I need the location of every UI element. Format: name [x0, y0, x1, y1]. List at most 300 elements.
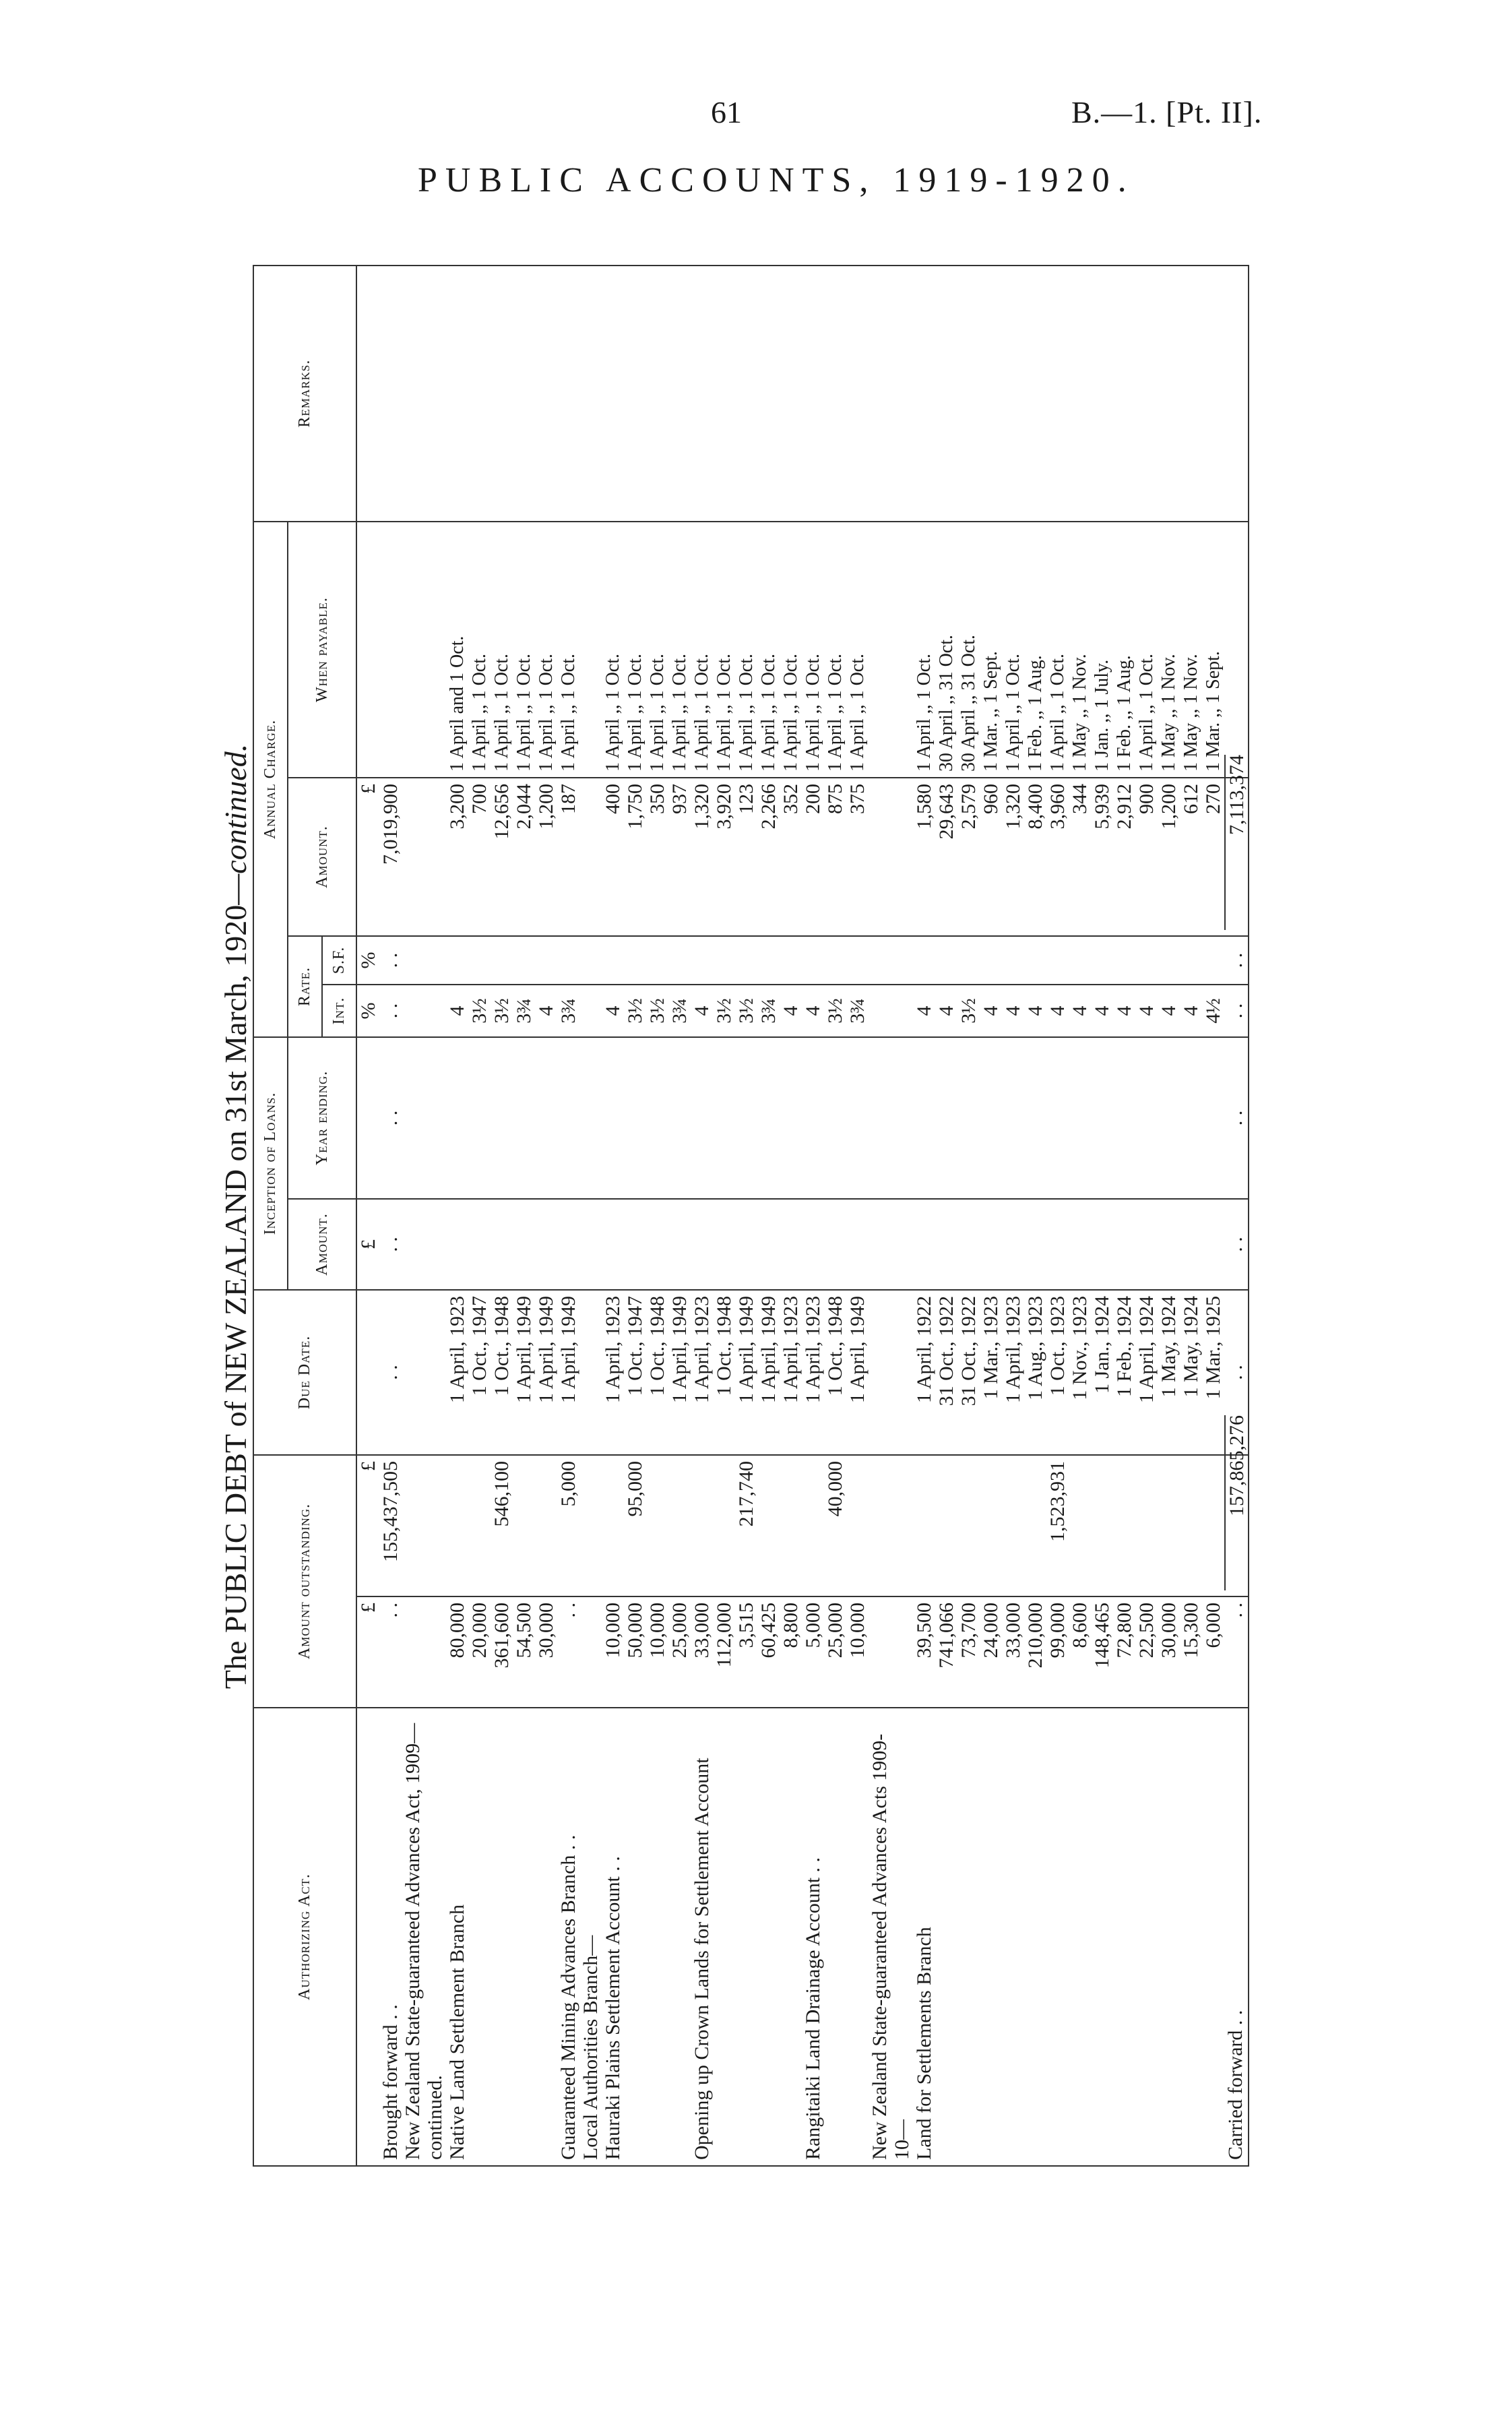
carried-forward-charge-cell: [1224, 754, 1249, 936]
when-payable-cell: [802, 522, 869, 778]
dots: . .: [1224, 985, 1249, 1037]
table-value-due: 1 April, 1922: [913, 1296, 935, 1404]
table-value-amt: 22,500: [1135, 1603, 1158, 1658]
table-value-int: 3¾: [513, 998, 535, 1024]
table-value-int: 4: [980, 1005, 1002, 1016]
rate-interest-cell: [557, 985, 579, 1037]
table-value-amt: 10,000: [602, 1603, 624, 1658]
table-value-ac: 352: [780, 783, 802, 814]
rate-sf-cell: [802, 936, 869, 985]
col-annual-charge: Annual Charge.: [253, 522, 288, 1037]
table-value-due: 1 April, 1924: [1135, 1296, 1158, 1404]
table-value-amt: 72,800: [1113, 1603, 1135, 1658]
dots: . .: [1224, 1596, 1249, 1708]
authorizing-act-cell: [802, 1708, 869, 2166]
dots: . .: [379, 1290, 402, 1455]
dots: . .: [1224, 936, 1249, 985]
amount-outstanding-total-cell: [402, 1455, 446, 1596]
table-value-amt: 8,800: [780, 1603, 802, 1648]
table-value-due: 1 April, 1949: [668, 1296, 691, 1404]
table-value-ac: 8,400: [1024, 783, 1046, 830]
amount-outstanding-total: 95,000: [624, 1461, 646, 1517]
section-row: [579, 266, 602, 2166]
col-annual-amount: Amount.: [288, 778, 356, 936]
table-value-due: 1 April, 1949: [846, 1296, 869, 1404]
col-inception-amount: Amount.: [288, 1199, 356, 1290]
table-value-amt: 210,000: [1024, 1603, 1046, 1669]
table-value-when: 1 April ,, 1 Oct.: [625, 653, 645, 772]
table-value-when: 1 Mar. ,, 1 Sept.: [1203, 651, 1224, 772]
table-value-due: 1 Feb., 1924: [1113, 1296, 1135, 1397]
col-amount-outstanding: Amount outstanding.: [253, 1455, 356, 1708]
table-value-amt: 30,000: [535, 1603, 557, 1658]
section-row: [446, 266, 557, 2166]
spacer: [468, 1461, 491, 1590]
inception-year-cell: [913, 1037, 1224, 1199]
inception-amount-cell: [446, 1199, 557, 1290]
table-body: [356, 266, 1249, 2166]
amount-outstanding-total-cell: [557, 1455, 579, 1596]
inception-year-cell: [446, 1037, 557, 1199]
table-value-due: 31 Oct., 1922: [957, 1296, 980, 1406]
rate-interest-cell: [579, 985, 602, 1037]
brought-forward-label: Brought forward: [379, 2024, 402, 2160]
table-value-amt: 60,425: [757, 1603, 780, 1658]
due-date-cell: [602, 1290, 691, 1455]
table-value-due: 1 April, 1923: [1002, 1296, 1024, 1404]
table-value-due: 1 May, 1924: [1180, 1296, 1202, 1398]
table-value-due: 1 April, 1949: [557, 1296, 579, 1404]
table-value-due: 1 April, 1923: [691, 1296, 713, 1404]
annual-amount-cell: [602, 778, 691, 936]
table-value-amt: . .: [557, 1603, 579, 1618]
document-reference: B.—1. [Pt. II].: [1071, 95, 1263, 129]
section-row: [802, 266, 869, 2166]
table-value-int: 4½: [1202, 998, 1224, 1024]
table-value-int: 3½: [468, 998, 491, 1024]
dots: . .: [379, 1199, 402, 1290]
spacer: [980, 1461, 1002, 1590]
inception-amount-cell: [602, 1199, 691, 1290]
table-value-when: 1 April ,, 1 Oct.: [691, 653, 712, 772]
leader-dots: . .: [379, 2004, 402, 2020]
table-value-ac: 1,320: [1002, 783, 1024, 830]
spacer: [691, 1461, 713, 1590]
table-value-due: 1 April, 1949: [513, 1296, 535, 1404]
remarks-cell: [557, 266, 579, 522]
remarks-cell: [869, 266, 913, 522]
unit-pound: £: [356, 1199, 379, 1290]
due-date-cell: [446, 1290, 557, 1455]
when-payable-cell: [402, 522, 446, 778]
authorizing-act-cell: [579, 1708, 602, 2166]
table-value-int: 3½: [491, 998, 513, 1024]
table-value-ac: 12,656: [491, 783, 513, 840]
table-value-amt: 361,600: [491, 1603, 513, 1669]
when-payable-cell: [691, 522, 802, 778]
table-value-amt: 25,000: [668, 1603, 691, 1658]
dots: . .: [379, 1037, 402, 1199]
amount-outstanding-total-cell: [602, 1455, 691, 1596]
col-authorizing-act: Authorizing Act.: [253, 1708, 356, 2166]
table-value-ac: 2,912: [1113, 783, 1135, 830]
authorizing-act-label: New Zealand State-guaranteed Advances Acts 1909-10—: [869, 1733, 913, 2160]
carried-forward-amount: 157,865,276: [1224, 1415, 1248, 1590]
amount-outstanding-cell: [402, 1596, 446, 1708]
table-value-ac: 1,580: [913, 783, 935, 830]
amount-outstanding-cell: [913, 1596, 1224, 1708]
inception-amount-cell: [869, 1199, 913, 1290]
table-value-int: 3½: [624, 998, 646, 1024]
table-value-ac: 375: [846, 783, 869, 814]
table-value-when: 1 April ,, 1 Oct.: [714, 653, 734, 772]
carried-forward-charge: 7,113,374: [1224, 755, 1248, 930]
empty-cell: [1224, 266, 1249, 522]
col-rate: Rate.: [288, 936, 322, 1037]
table-value-amt: 99,000: [1046, 1603, 1069, 1658]
table-value-due: 1 Mar., 1925: [1202, 1296, 1224, 1400]
table-value-due: 31 Oct., 1922: [935, 1296, 957, 1406]
table-value-int: 3½: [957, 998, 980, 1024]
authorizing-act-cell: [602, 1708, 691, 2166]
authorizing-act-label: Native Land Settlement Branch: [446, 1904, 468, 2160]
table-value-due: 1 April, 1949: [735, 1296, 757, 1404]
section-row: [691, 266, 802, 2166]
col-inception-of-loans: Inception of Loans.: [253, 1037, 288, 1290]
remarks-cell: [802, 266, 869, 522]
table-value-int: 4: [1091, 1005, 1113, 1016]
table-value-when: 1 April ,, 1 Oct.: [825, 653, 846, 772]
amount-outstanding-total: 40,000: [824, 1461, 846, 1517]
rate-sf-cell: [869, 936, 913, 985]
empty-cell: [1224, 522, 1249, 778]
rate-sf-cell: [691, 936, 802, 985]
table-value-when: 1 May ,, 1 Nov.: [1158, 654, 1179, 772]
table-value-when: 1 May ,, 1 Nov.: [1069, 654, 1090, 772]
authorizing-act-label: Guaranteed Mining Advances Branch . .: [557, 1834, 579, 2160]
caption-continued: continued.: [218, 743, 253, 874]
authorizing-act-cell: [869, 1708, 913, 2166]
table-value-int: 4: [446, 1005, 468, 1016]
table-value-ac: 3,920: [713, 783, 735, 830]
table-value-ac: 900: [1135, 783, 1158, 814]
table-value-amt: 15,300: [1180, 1603, 1202, 1658]
table-value-when: 1 April ,, 1 Oct.: [513, 653, 534, 772]
table-value-when: 30 April ,, 31 Oct.: [936, 634, 957, 772]
table-value-int: 3½: [735, 998, 757, 1024]
authorizing-act-cell: [557, 1708, 579, 2166]
units-row: [356, 266, 379, 2166]
section-row: [869, 266, 913, 2166]
table-value-ac: 344: [1069, 783, 1091, 814]
table-value-when: 1 April ,, 1 Oct.: [914, 653, 935, 772]
authorizing-act-cell: [446, 1708, 557, 2166]
table-value-int: 4: [535, 1005, 557, 1016]
authorizing-act-cell: [691, 1708, 802, 2166]
table-value-due: 1 April, 1923: [780, 1296, 802, 1404]
annual-amount-cell: [691, 778, 802, 936]
table-value-when: 1 Mar. ,, 1 Sept.: [980, 651, 1001, 772]
table-value-ac: 875: [824, 783, 846, 814]
table-value-due: 1 Oct., 1948: [646, 1296, 668, 1396]
unit-pound: £: [356, 778, 379, 936]
table-value-amt: 54,500: [513, 1603, 535, 1658]
page-number: 61: [711, 95, 742, 129]
rate-sf-cell: [579, 936, 602, 985]
due-date-cell: [579, 1290, 602, 1455]
table-value-when: 1 April ,, 1 Oct.: [558, 653, 579, 772]
table-value-amt: 39,500: [913, 1603, 935, 1658]
table-value-amt: 112,000: [713, 1603, 735, 1668]
col-rate-interest: Int.: [322, 985, 356, 1037]
table-value-int: 4: [602, 1005, 624, 1016]
table-value-ac: 187: [557, 783, 579, 814]
table-value-int: 3¾: [557, 998, 579, 1024]
spacer: [446, 1461, 468, 1590]
amount-outstanding-cell: [579, 1596, 602, 1708]
table-value-due: 1 Oct., 1948: [491, 1296, 513, 1396]
table-value-ac: 200: [802, 783, 824, 814]
table-value-ac: 700: [468, 783, 491, 814]
unit-pound: £: [356, 1455, 379, 1596]
inception-amount-cell: [402, 1199, 446, 1290]
spacer: [713, 1461, 735, 1590]
table-value-due: 1 April, 1923: [802, 1296, 824, 1404]
annual-amount-cell: [802, 778, 869, 936]
table-value-amt: 50,000: [624, 1603, 646, 1658]
table-value-when: 1 April ,, 1 Oct.: [469, 653, 490, 772]
authorizing-act-label: Local Authorities Branch—: [579, 1935, 602, 2160]
table-value-amt: 148,465: [1091, 1603, 1113, 1669]
carried-forward-amount-cell: [1224, 1415, 1249, 1596]
dots: . .: [379, 985, 402, 1037]
annual-amount-cell: [913, 778, 1224, 936]
spacer: [1024, 1461, 1046, 1590]
table-value-when: 1 April ,, 1 Oct.: [780, 653, 801, 772]
table-value-due: 1 April, 1923: [602, 1296, 624, 1404]
table-value-amt: 33,000: [1002, 1603, 1024, 1658]
carried-forward-label: Carried forward: [1224, 2030, 1247, 2160]
table-value-ac: 400: [602, 783, 624, 814]
table-value-ac: 1,320: [691, 783, 713, 830]
annual-amount-cell: [446, 778, 557, 936]
table-value-amt: 25,000: [824, 1603, 846, 1658]
table-value-when: 1 April ,, 1 Oct.: [602, 653, 623, 772]
authorizing-act-cell: [402, 1708, 446, 2166]
table-value-int: 3¾: [846, 998, 869, 1024]
table-value-int: 3½: [824, 998, 846, 1024]
table-value-amt: 10,000: [846, 1603, 869, 1658]
table-value-due: 1 Mar., 1923: [980, 1296, 1002, 1400]
annual-amount-cell: [579, 778, 602, 936]
annual-amount-cell: [869, 778, 913, 936]
amount-outstanding-total: 546,100: [491, 1461, 513, 1527]
table-value-when: 1 April ,, 1 Oct.: [1136, 653, 1157, 772]
table-value-amt: 5,000: [802, 1603, 824, 1648]
rate-interest-cell: [691, 985, 802, 1037]
table-value-due: 1 Aug., 1923: [1024, 1296, 1046, 1401]
due-date-cell: [869, 1290, 913, 1455]
rate-interest-cell: [602, 985, 691, 1037]
rate-sf-cell: [446, 936, 557, 985]
due-date-cell: [557, 1290, 579, 1455]
table-value-int: 4: [1046, 1005, 1069, 1016]
unit-pound: £: [356, 1596, 379, 1708]
when-payable-cell: [869, 522, 913, 778]
table-value-amt: 741,066: [935, 1603, 957, 1669]
amount-outstanding-cell: [557, 1596, 579, 1708]
table-value-when: 1 April ,, 1 Oct.: [1003, 653, 1023, 772]
section-row: [913, 266, 1224, 2166]
rotated-table-region: [218, 266, 1331, 2167]
table-value-when: 1 April ,, 1 Oct.: [736, 653, 757, 772]
inception-year-cell: [557, 1037, 579, 1199]
annual-amount-cell: [402, 778, 446, 936]
amount-outstanding-total: 5,000: [557, 1461, 579, 1507]
table-value-when: 30 April ,, 31 Oct.: [958, 634, 979, 772]
col-due-date: Due Date.: [253, 1290, 356, 1455]
rate-sf-cell: [402, 936, 446, 985]
authorizing-act-label: Opening up Crown Lands for Settlement Account: [691, 1758, 713, 2160]
table-value-due: 1 May, 1924: [1158, 1296, 1180, 1398]
amount-outstanding-total-cell: [802, 1455, 869, 1596]
rate-sf-cell: [913, 936, 1224, 985]
col-rate-sinking-fund: S.F.: [322, 936, 356, 985]
table-value-ac: 960: [980, 783, 1002, 814]
table-value-due: 1 Oct., 1947: [468, 1296, 491, 1396]
table-value-due: 1 Jan., 1924: [1091, 1296, 1113, 1394]
authorizing-act-label: New Zealand State-guaranteed Advances Act, 1909—continued.: [402, 1723, 446, 2160]
table-value-int: 4: [1113, 1005, 1135, 1016]
table-value-int: 4: [1002, 1005, 1024, 1016]
table-value-amt: 8,600: [1069, 1603, 1091, 1648]
table-value-int: 4: [802, 1005, 824, 1016]
authorizing-act-label: Hauraki Plains Settlement Account . .: [602, 1856, 624, 2160]
due-date-cell: [402, 1290, 446, 1455]
table-value-due: 1 April, 1949: [535, 1296, 557, 1404]
inception-year-cell: [869, 1037, 913, 1199]
section-row: [557, 266, 579, 2166]
inception-year-cell: [579, 1037, 602, 1199]
table-value-amt: 24,000: [980, 1603, 1002, 1658]
table-value-when: 1 April ,, 1 Oct.: [669, 653, 690, 772]
table-value-int: 4: [1180, 1005, 1202, 1016]
table-value-amt: 20,000: [468, 1603, 491, 1658]
spacer: [913, 1461, 935, 1590]
table-value-ac: 937: [668, 783, 691, 814]
table-value-when: 1 April ,, 1 Oct.: [536, 653, 557, 772]
inception-amount-cell: [557, 1199, 579, 1290]
authorizing-act-label: Rangitaiki Land Drainage Account . .: [802, 1857, 824, 2160]
spacer: [802, 1461, 824, 1590]
amount-outstanding-cell: [869, 1596, 913, 1708]
caption-main: The PUBLIC DEBT of NEW ZEALAND on 31st March, 1920—: [218, 873, 253, 1689]
inception-amount-cell: [913, 1199, 1224, 1290]
table-value-amt: 6,000: [1202, 1603, 1224, 1648]
amount-outstanding-cell: [691, 1596, 802, 1708]
table-value-when: 1 April ,, 1 Oct.: [1047, 653, 1068, 772]
table-value-when: 1 April and 1 Oct.: [447, 635, 468, 772]
due-date-cell: [913, 1290, 1224, 1455]
table-value-ac: 2,579: [957, 783, 980, 830]
table-value-when: 1 Feb. ,, 1 Aug.: [1025, 655, 1046, 772]
table-value-amt: 33,000: [691, 1603, 713, 1658]
rate-sf-cell: [602, 936, 691, 985]
amount-outstanding-total: 1,523,931: [1046, 1461, 1069, 1542]
dots: . .: [379, 1596, 402, 1708]
table-value-int: 3½: [646, 998, 668, 1024]
remarks-cell: [402, 266, 446, 522]
table-value-int: 3¾: [668, 998, 691, 1024]
amount-outstanding-total: 217,740: [735, 1461, 757, 1527]
table-value-due: 1 Nov., 1923: [1069, 1296, 1091, 1400]
table-value-amt: 30,000: [1158, 1603, 1180, 1658]
table-value-when: 1 April ,, 1 Oct.: [847, 653, 868, 772]
remarks-cell: [602, 266, 691, 522]
table-value-amt: 80,000: [446, 1603, 468, 1658]
public-debt-table: [253, 265, 1249, 2167]
table-value-when: 1 May ,, 1 Nov.: [1180, 654, 1201, 772]
amount-outstanding-cell: [802, 1596, 869, 1708]
table-value-int: 4: [691, 1005, 713, 1016]
amount-outstanding-total-cell: [869, 1455, 913, 1596]
leader-dots: . .: [1224, 2010, 1247, 2026]
table-value-when: 1 Jan. ,, 1 July.: [1092, 659, 1112, 772]
document-title: PUBLIC ACCOUNTS, 1919-1920.: [418, 161, 1135, 199]
rate-interest-cell: [869, 985, 913, 1037]
brought-forward-amount: 155,437,505: [379, 1455, 402, 1596]
table-value-when: 1 April ,, 1 Oct.: [491, 653, 512, 772]
unit-percent: %: [356, 936, 379, 985]
table-value-ac: 29,643: [935, 783, 957, 840]
table-value-due: 1 Oct., 1947: [624, 1296, 646, 1396]
amount-outstanding-cell: [602, 1596, 691, 1708]
inception-year-cell: [691, 1037, 802, 1199]
table-value-amt: 10,000: [646, 1603, 668, 1658]
table-value-due: 1 Oct., 1948: [824, 1296, 846, 1396]
table-value-ac: 1,200: [535, 783, 557, 830]
remarks-cell: [446, 266, 557, 522]
spacer: [602, 1461, 624, 1590]
table-value-when: 1 April ,, 1 Oct.: [647, 653, 668, 772]
spacer: [1002, 1461, 1024, 1590]
table-value-int: 3¾: [757, 998, 780, 1024]
unit-percent: %: [356, 985, 379, 1037]
table-value-int: 4: [913, 1005, 935, 1016]
table-value-ac: 612: [1180, 783, 1202, 814]
table-value-ac: 270: [1202, 783, 1224, 814]
table-value-int: 4: [1024, 1005, 1046, 1016]
table-value-int: 4: [1135, 1005, 1158, 1016]
table-value-ac: 2,044: [513, 783, 535, 830]
dots: . .: [1224, 1037, 1249, 1199]
amount-outstanding-total-cell: [913, 1455, 1224, 1596]
table-value-due: 1 Oct., 1948: [713, 1296, 735, 1396]
remarks-cell: [913, 266, 1224, 522]
table-value-when: 1 Feb. ,, 1 Aug.: [1114, 655, 1135, 772]
table-value-ac: 3,960: [1046, 783, 1069, 830]
authorizing-act-label: Land for Settlements Branch: [913, 1927, 935, 2160]
when-payable-cell: [602, 522, 691, 778]
amount-outstanding-total-cell: [691, 1455, 802, 1596]
table-value-int: 3½: [713, 998, 735, 1024]
table-value-int: 4: [1069, 1005, 1091, 1016]
table-value-when: 1 April ,, 1 Oct.: [758, 653, 779, 772]
table-value-int: 4: [780, 1005, 802, 1016]
table-value-ac: 350: [646, 783, 668, 814]
due-date-cell: [691, 1290, 802, 1455]
table-value-due: 1 Oct., 1923: [1046, 1296, 1069, 1396]
